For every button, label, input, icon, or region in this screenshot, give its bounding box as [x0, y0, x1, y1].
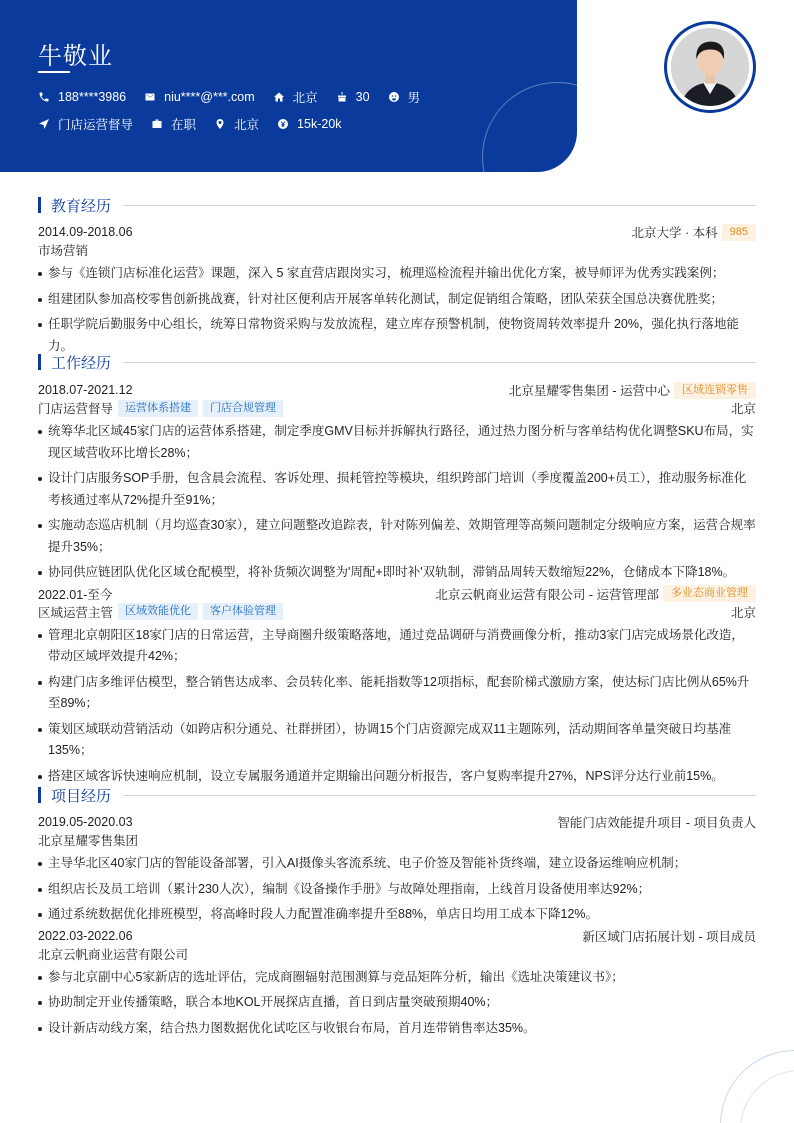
- salary-icon: [277, 118, 289, 130]
- send-icon: [38, 118, 50, 130]
- project-name: 新区域门店拓展计划 - 项目成员: [582, 929, 756, 944]
- work-bullets: [38, 421, 756, 584]
- age-text: 30: [355, 90, 370, 104]
- work-position: 门店运营督导: [38, 402, 114, 416]
- list-item: 通过系统数据优化排班模型，将高峰时段人力配置准确率提升至88%，单店日均用工成本下降12%。: [38, 904, 756, 926]
- header-banner: [0, 0, 577, 172]
- contact-row: [38, 88, 438, 106]
- education-section: [38, 196, 756, 357]
- project-date: 2022.03-2022.06: [38, 928, 133, 943]
- skill-tag: 运营体系搭建: [118, 400, 198, 417]
- work-date: 2018.07-2021.12: [38, 383, 133, 397]
- work-location: 北京: [730, 605, 756, 620]
- list-item: 组建团队参加高校零售创新挑战赛，针对社区便利店开展客单转化测试，制定促销组合策略，团队荣获全国总决赛优胜奖；: [38, 289, 756, 311]
- target-city-text: 北京: [234, 118, 260, 132]
- age-item: [336, 90, 370, 104]
- name-underline: [38, 71, 70, 73]
- list-item: 构建门店多维评估模型，整合销售达成率、会员转化率、能耗指数等12项指标，配套阶梯式激励方案，使达标门店比例从65%升至89%；: [38, 672, 756, 715]
- candidate-name: 牛敬业: [38, 43, 113, 70]
- list-item: 设计新店动线方案，结合热力图数据优化试吃区与收银台布局，首月连带销售率达35%。: [38, 1018, 756, 1040]
- status-item: [151, 115, 196, 133]
- edu-date: 2014.09-2018.06: [38, 225, 133, 239]
- list-item: 统筹华北区域45家门店的运营体系搭建，制定季度GMV目标并拆解执行路径，通过热力图分析与客单结构优化调整SKU布局，实现区域营收环比增长28%；: [38, 421, 756, 464]
- edu-major: 市场营销: [38, 244, 89, 258]
- status-text: 在职: [171, 118, 197, 132]
- city-text: 北京: [292, 91, 318, 105]
- avatar: [664, 21, 756, 113]
- salary-text: 15k-20k: [297, 117, 342, 131]
- project-entry: [38, 927, 756, 1040]
- skill-tag: 门店合规管理: [203, 400, 283, 417]
- skill-tag: 客户体验管理: [203, 603, 283, 620]
- project-entry: [38, 813, 756, 926]
- edu-bullets: [38, 263, 756, 357]
- work-heading: [38, 353, 756, 371]
- list-item: 设计门店服务SOP手册，包含晨会流程、客诉处理、损耗管控等模块，组织跨部门培训（季度覆盖200+员工），推动服务标准化考核通过率从72%提升至91%；: [38, 468, 756, 511]
- email-text: niu****@***.com: [164, 90, 255, 104]
- gender-text: 男: [407, 91, 421, 105]
- list-item: 实施动态巡店机制（月均巡查30家），建立问题整改追踪表，针对陈列偏差、效期管理等高频问题制定分级响应方案，运营合规率提升35%；: [38, 515, 756, 558]
- list-item: 任职学院后勤服务中心组长，统筹日常物资采购与发放流程，建立库存预警机制，使物资周转效率提升 20%，强化执行落地能力。: [38, 314, 756, 357]
- work-section: [38, 353, 756, 787]
- work-company: 北京星耀零售集团 - 运营中心: [508, 384, 670, 398]
- edu-tag: 985: [722, 224, 756, 241]
- list-item: 管理北京朝阳区18家门店的日常运营，主导商圈升级策略落地，通过竞品调研与消费画像分析，推动3家门店完成场景化改造，带动区域坪效提升42%；: [38, 625, 756, 668]
- work-company-tag: 多业态商业管理: [663, 585, 756, 602]
- header-decor-circle: [482, 82, 577, 172]
- section-title: 项目经历: [51, 787, 112, 805]
- work-company-tag: 区域连锁零售: [674, 382, 756, 399]
- job-intent-row: [38, 115, 360, 133]
- project-date: 2019.05-2020.03: [38, 815, 133, 829]
- edu-school: 北京大学 · 本科: [631, 226, 718, 240]
- list-item: 策划区域联动营销活动（如跨店积分通兑、社群拼团），协调15个门店资源完成双11主题陈列，活动期间客单量突破日均基准135%；: [38, 719, 756, 762]
- list-item: 协同供应链团队优化区域仓配模型，将补货频次调整为'周配+即时补'双轨制，滞销品周转天数缩短22%，仓储成本下降18%。: [38, 562, 756, 584]
- project-bullets: [38, 853, 756, 926]
- target-job-item: [38, 115, 133, 133]
- gender-item: [388, 88, 421, 106]
- gender-icon: [388, 91, 400, 103]
- education-entry: [38, 223, 756, 357]
- education-heading: [38, 196, 756, 214]
- home-icon: [273, 91, 285, 103]
- email-icon: [144, 91, 156, 103]
- phone-icon: [38, 91, 50, 103]
- project-company: 北京星耀零售集团: [38, 834, 139, 848]
- work-bullets: [38, 625, 756, 788]
- project-name: 智能门店效能提升项目 - 项目负责人: [557, 816, 756, 830]
- email-item: [144, 90, 255, 104]
- location-icon: [214, 118, 226, 130]
- briefcase-icon: [151, 118, 163, 130]
- phone-text: 188****3986: [58, 90, 127, 104]
- work-entry: [38, 585, 756, 788]
- list-item: 组织店长及员工培训（累计230人次），编制《设备操作手册》与故障处理指南，上线首月设备使用率达92%；: [38, 879, 756, 901]
- work-date: 2022.01-至今: [38, 587, 113, 602]
- project-bullets: [38, 967, 756, 1040]
- city-item: [273, 88, 318, 106]
- list-item: 搭建区域客诉快速响应机制，设立专属服务通道并定期输出问题分析报告，客户复购率提升27%，NPS评分达行业前15%。: [38, 766, 756, 788]
- list-item: 主导华北区40家门店的智能设备部署，引入AI摄像头客流系统、电子价签及智能补货终端，建立设备运维响应机制；: [38, 853, 756, 875]
- target-job-text: 门店运营督导: [58, 118, 134, 132]
- list-item: 参与《连锁门店标准化运营》课题，深入 5 家直营店跟岗实习，梳理巡检流程并输出优化方案，被导师评为优秀实践案例；: [38, 263, 756, 285]
- target-city-item: [214, 115, 259, 133]
- salary-item: [277, 117, 341, 131]
- work-location: 北京: [730, 402, 756, 416]
- work-company: 北京云帆商业运营有限公司 - 运营管理部: [435, 587, 659, 602]
- avatar-photo: [671, 28, 749, 106]
- project-company: 北京云帆商业运营有限公司: [38, 947, 189, 962]
- list-item: 参与北京副中心5家新店的选址评估，完成商圈辐射范围测算与竞品矩阵分析，输出《选址决策建议书》；: [38, 967, 756, 989]
- skill-tag: 区域效能优化: [118, 603, 198, 620]
- age-icon: [336, 91, 348, 103]
- section-title: 教育经历: [51, 197, 112, 215]
- list-item: 协助制定开业传播策略，联合本地KOL开展探店直播，首日到店量突破预期40%；: [38, 992, 756, 1014]
- work-entry: [38, 381, 756, 584]
- projects-heading: [38, 786, 756, 804]
- work-position: 区域运营主管: [38, 605, 114, 620]
- phone-item: [38, 90, 126, 104]
- projects-section: [38, 786, 756, 1039]
- section-title: 工作经历: [51, 354, 112, 372]
